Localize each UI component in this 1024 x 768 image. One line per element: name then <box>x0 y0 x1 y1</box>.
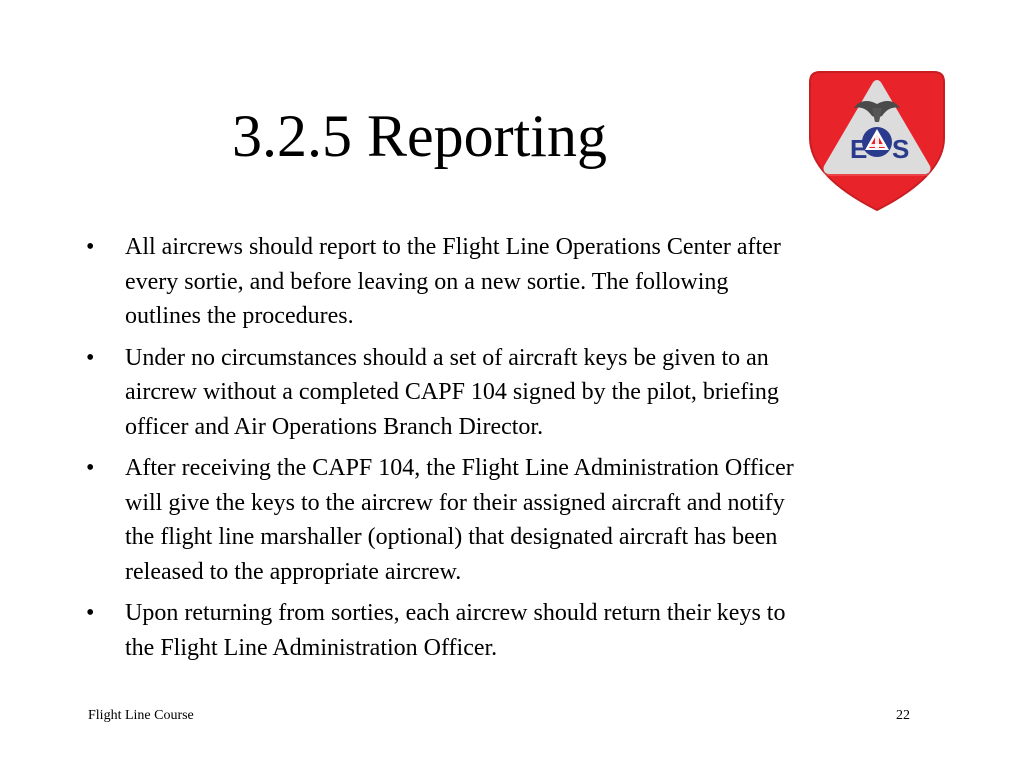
bullet-icon: • <box>86 600 95 626</box>
footer-page-number: 22 <box>896 708 910 723</box>
bullet-line: will give the keys to the aircrew for their assigned aircraft and notify <box>125 489 785 516</box>
bullet-line: officer and Air Operations Branch Director. <box>125 413 544 440</box>
footer-course-name: Flight Line Course <box>88 708 194 723</box>
bullet-line: After receiving the CAPF 104, the Flight Line Administration Officer <box>125 455 794 481</box>
bullet-item <box>80 341 960 445</box>
logo-letter-e: E <box>850 134 868 164</box>
slide-title: 3.2.5 Reporting <box>232 103 607 169</box>
bullet-line: aircrew without a completed CAPF 104 signed by the pilot, briefing <box>125 379 779 405</box>
bullet-line: the flight line marshaller (optional) that designated aircraft has been <box>125 524 778 550</box>
bullet-line: Upon returning from sorties, each aircrew should return their keys to <box>125 600 786 626</box>
logo-letter-s: S <box>892 134 910 164</box>
bullet-icon: • <box>86 344 95 371</box>
bullet-line: every sortie, and before leaving on a new sortie. The following <box>125 268 729 295</box>
bullet-icon: • <box>86 234 95 260</box>
bullet-line: All aircrews should report to the Flight Line Operations Center after <box>125 234 781 260</box>
bullet-item <box>80 451 960 589</box>
bullet-item <box>80 596 960 665</box>
bullet-line: Under no circumstances should a set of aircraft keys be given to an <box>125 344 769 371</box>
bullet-line: the Flight Line Administration Officer. <box>125 634 498 661</box>
bullet-line: released to the appropriate aircrew. <box>125 558 462 585</box>
bullet-icon: • <box>86 455 95 481</box>
bullet-item <box>80 230 960 334</box>
bullet-list <box>80 230 960 672</box>
bullet-line: outlines the procedures. <box>125 303 354 329</box>
es-shield-logo-icon <box>806 68 948 212</box>
